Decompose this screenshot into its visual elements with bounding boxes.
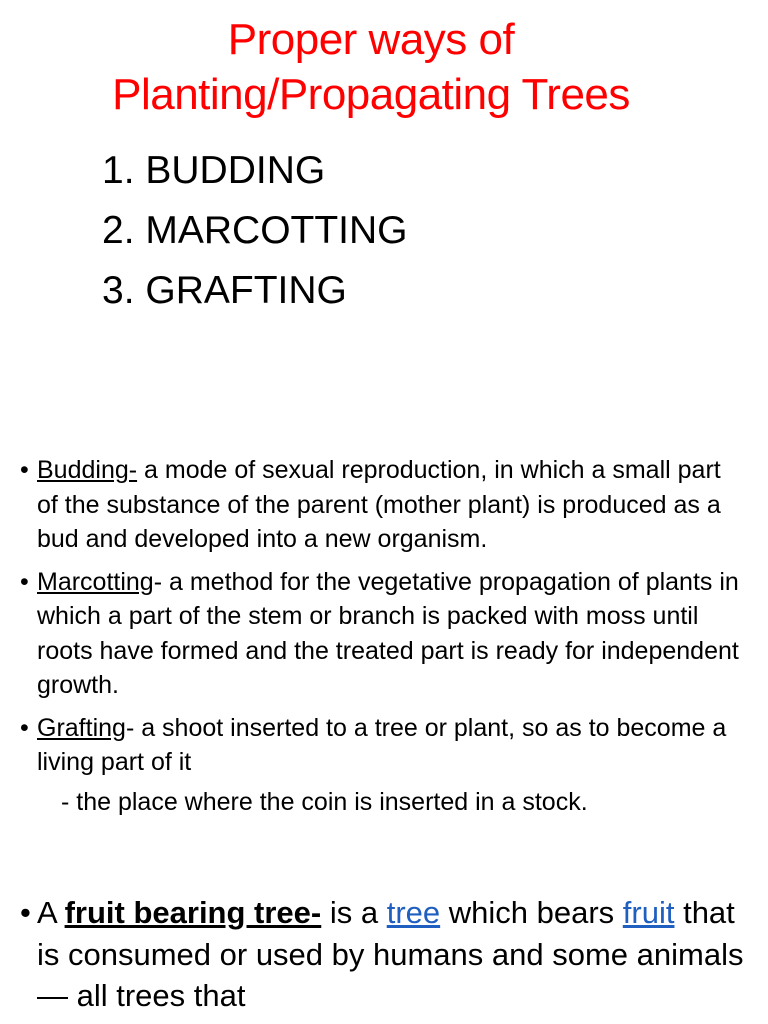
bullet-icon: • [20, 895, 31, 930]
bullet-icon: • [20, 456, 29, 484]
definition-grafting [20, 711, 748, 820]
tree-link[interactable]: tree [386, 895, 441, 930]
fruit-text-3: that is consumed or used by humans and some animals — all trees that [37, 895, 744, 1013]
fruit-key-term: fruit bearing tree- [64, 895, 322, 930]
title-line-1: Proper ways of [227, 15, 515, 64]
fruit-lead: A [37, 895, 65, 930]
definition-text: a mode of sexual reproduction, in which a small part of the substance of the parent (mother plant) is produced as a bud and developed into a new organism. [37, 456, 721, 553]
fruit-tree-paragraph [20, 892, 765, 1017]
method-item-marcotting: 2. MARCOTTING [102, 209, 408, 252]
fruit-link[interactable]: fruit [622, 895, 675, 930]
page-title [0, 12, 742, 122]
definition-term: Marcotting [37, 567, 154, 596]
bullet-icon: • [20, 713, 29, 742]
definition-budding [20, 453, 748, 557]
definition-text: - a method for the vegetative propagation of plants in which a part of the stem or branch is packed with moss until roots have formed and the treated part is ready for independent growth. [37, 567, 739, 699]
definition-term: Grafting [37, 713, 126, 742]
methods-list [102, 141, 408, 321]
definition-term: Budding- [37, 456, 138, 484]
title-line-2: Planting/Propagating Trees [112, 70, 630, 119]
bullet-icon: • [20, 567, 29, 596]
fruit-text-2: which bears [440, 895, 623, 930]
fruit-text-1: is a [321, 895, 387, 930]
definition-marcotting [20, 565, 748, 703]
definitions-list [20, 453, 748, 827]
method-item-grafting: 3. GRAFTING [102, 269, 347, 312]
method-item-budding: 1. BUDDING [102, 149, 326, 192]
definition-continuation: - the place where the coin is inserted in a stock. [61, 787, 588, 816]
definition-text: - a shoot inserted to a tree or plant, so as to become a living part of it [37, 713, 727, 776]
